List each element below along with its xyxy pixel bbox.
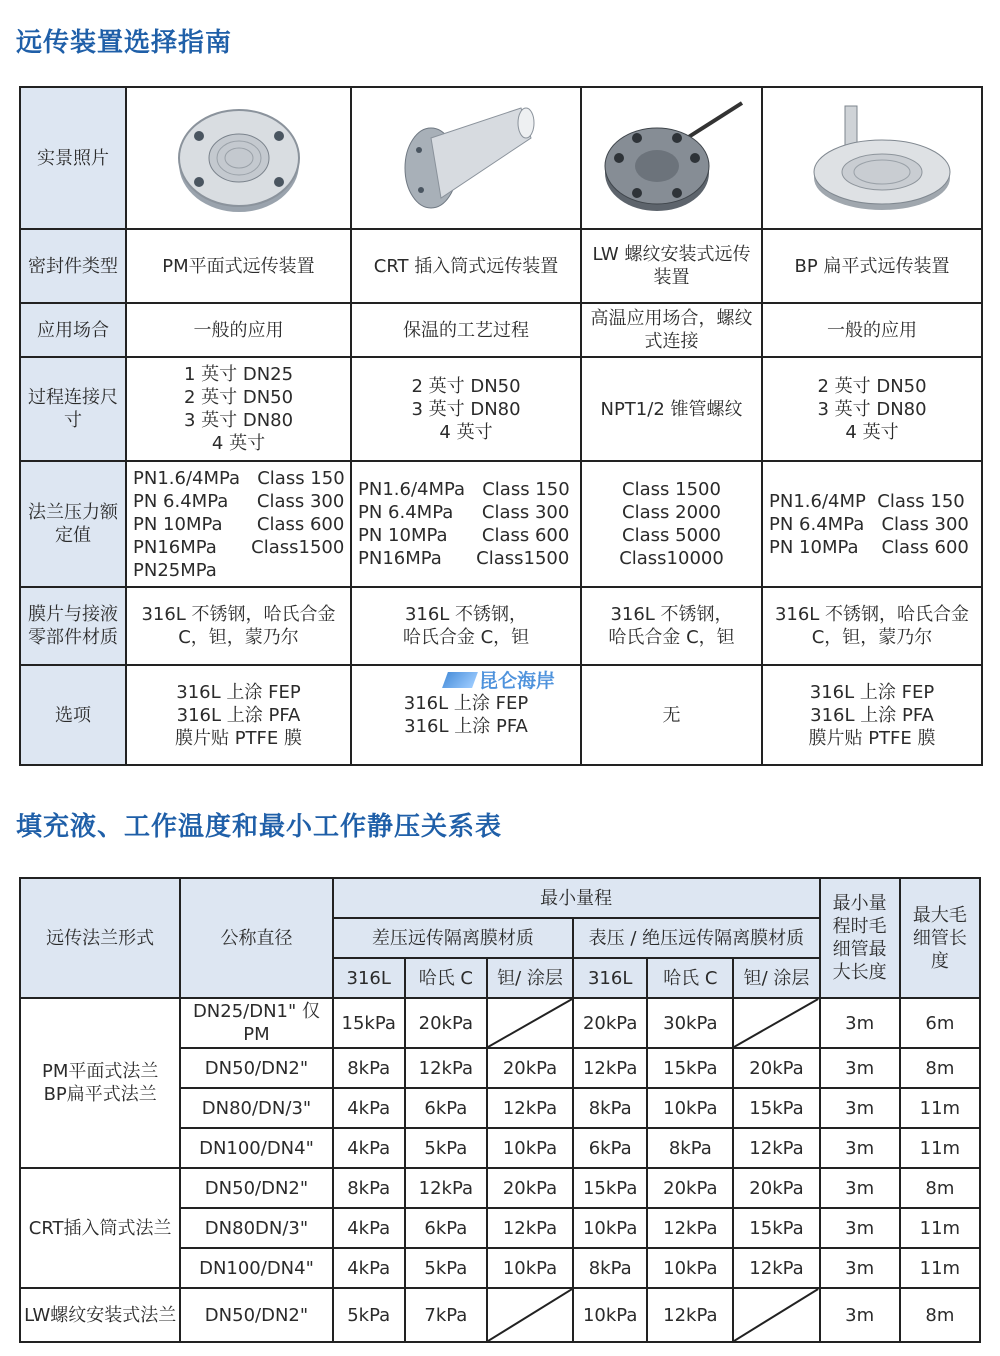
group-flange-type: LW螺纹安装式法兰 [20, 1288, 180, 1342]
cell-min-range: 30kPa [647, 998, 733, 1048]
cell-min-range: 4kPa [333, 1208, 405, 1248]
cell-min-range: 20kPa [405, 998, 487, 1048]
cell-process-connection [762, 357, 982, 461]
cell-line: C，钽，蒙乃尔 [811, 627, 933, 648]
cell-line: 316L 上涂 PFA [176, 704, 301, 726]
cell-process-connection [126, 357, 351, 461]
cell-line: PN16MPa Class1500 [133, 536, 345, 558]
group-flange-type: PM平面式法兰 BP扁平式法兰 [20, 998, 180, 1168]
cell-line: 316L 上涂 FEP [403, 693, 529, 714]
cell-line: 4 英寸 [211, 433, 266, 454]
cell-min-range: 10kPa [573, 1288, 647, 1342]
cell-min-range: 8kPa [333, 1048, 405, 1088]
cell-line: 316L 上涂 PFA [810, 704, 934, 726]
cell-line: PN 10MPa Class 600 [358, 525, 570, 546]
cell-min-range: 8kPa [573, 1248, 647, 1288]
cell-line: Class10000 [619, 548, 724, 569]
cell-min-range: 15kPa [647, 1048, 733, 1088]
fill-fluid-relation-table [19, 877, 981, 1343]
diagonal-slash-icon [734, 999, 818, 1047]
brand-watermark-text: 昆仑海岸 [479, 670, 556, 692]
table-row [20, 1168, 980, 1208]
cell-line: PN 10MPa Class 600 [133, 513, 345, 535]
cell-application: 一般的应用 [762, 303, 982, 357]
header-capillary-min: 最小量程时毛细管最大长度 [820, 878, 900, 998]
cell-line: Class 5000 [622, 525, 721, 546]
table-row [20, 998, 980, 1048]
cell-line: 2 英寸 DN50 [411, 375, 521, 397]
header-material-ta: 钽/ 涂层 [487, 958, 573, 998]
row-header-seal-type: 密封件类型 [20, 229, 126, 303]
cell-line: NPT1/2 锥管螺纹 [600, 398, 743, 420]
cell-capillary-min: 3m [820, 1088, 900, 1128]
cell-capillary-max: 11m [900, 1248, 980, 1288]
cell-line: PN1.6/4MP Class 150 [769, 490, 965, 512]
cell-line: PN 10MPa Class 600 [769, 536, 969, 558]
header-material-ta: 钽/ 涂层 [733, 958, 819, 998]
cell-not-applicable [733, 998, 819, 1048]
cell-line: 哈氏合金 C，钽 [608, 627, 735, 648]
cell-nominal-diameter: DN80DN/3" [180, 1208, 332, 1248]
cell-line: 2 英寸 DN50 [183, 387, 294, 408]
cell-nominal-diameter: DN50/DN2" [180, 1168, 332, 1208]
cell-min-range: 20kPa [733, 1168, 819, 1208]
cell-line: 膜片贴 PTFE 膜 [808, 727, 936, 749]
cell-line: 316L 不锈钢，哈氏合金 [774, 604, 970, 625]
header-nominal-diameter: 公称直径 [180, 878, 332, 998]
cell-seal-type: PM平面式远传装置 [126, 229, 351, 303]
row-header-options: 选项 [20, 665, 126, 765]
cell-line: PN1.6/4MPa Class 150 [358, 479, 570, 500]
cell-flange-rating [351, 461, 581, 587]
photo-lw-flange [581, 87, 762, 229]
cell-capillary-max: 8m [900, 1168, 980, 1208]
cell-min-range: 12kPa [647, 1208, 733, 1248]
brand-logo-icon [442, 672, 478, 688]
cell-process-connection [351, 357, 581, 461]
cell-nominal-diameter: DN80/DN/3" [180, 1088, 332, 1128]
row-process-connection [20, 357, 982, 461]
row-seal-type [20, 229, 982, 303]
cell-line: 316L 不锈钢， [610, 604, 733, 625]
cell-material [762, 587, 982, 665]
cell-min-range: 12kPa [733, 1128, 819, 1168]
header-material-316l: 316L [333, 958, 405, 998]
cell-line: 哈氏合金 C，钽 [402, 627, 530, 648]
cell-min-range: 8kPa [333, 1168, 405, 1208]
cell-flange-rating [581, 461, 762, 587]
cell-capillary-max: 8m [900, 1288, 980, 1342]
header-capillary-max: 最大毛细管长度 [900, 878, 980, 998]
cell-line: Class 2000 [622, 502, 721, 523]
cell-line: PN16MPa Class1500 [358, 548, 570, 569]
row-material [20, 587, 982, 665]
cell-min-range: 10kPa [487, 1248, 573, 1288]
cell-seal-type: CRT 插入筒式远传装置 [351, 229, 581, 303]
header-dp-material: 差压远传隔离膜材质 [333, 918, 573, 958]
cell-line: 膜片贴 PTFE 膜 [174, 727, 303, 749]
row-header-flange-rating: 法兰压力额定值 [20, 461, 126, 587]
cell-min-range: 5kPa [405, 1128, 487, 1168]
cell-min-range: 5kPa [333, 1288, 405, 1342]
cell-min-range: 4kPa [333, 1128, 405, 1168]
cell-material [351, 587, 581, 665]
cell-min-range: 6kPa [573, 1128, 647, 1168]
cell-options [581, 665, 762, 765]
cell-capillary-min: 3m [820, 1128, 900, 1168]
cell-min-range: 12kPa [405, 1168, 487, 1208]
cell-options [762, 665, 982, 765]
row-application [20, 303, 982, 357]
cell-capillary-min: 3m [820, 1248, 900, 1288]
cell-min-range: 4kPa [333, 1088, 405, 1128]
cell-min-range: 15kPa [733, 1208, 819, 1248]
cell-line: 4 英寸 [845, 421, 899, 443]
row-photo [20, 87, 982, 229]
header-min-range: 最小量程 [333, 878, 820, 918]
cell-seal-type: BP 扁平式远传装置 [762, 229, 982, 303]
cell-capillary-min: 3m [820, 998, 900, 1048]
cell-line: 3 英寸 DN80 [411, 398, 521, 420]
cell-flange-rating [762, 461, 982, 587]
cell-application: 一般的应用 [126, 303, 351, 357]
diagonal-slash-icon [488, 1289, 572, 1341]
cell-line: PN 6.4MPa Class 300 [133, 490, 345, 512]
cell-capillary-min: 3m [820, 1208, 900, 1248]
cell-line: C，钽，蒙乃尔 [178, 627, 299, 648]
cell-min-range: 12kPa [487, 1088, 573, 1128]
cell-capillary-min: 3m [820, 1288, 900, 1342]
cell-not-applicable [487, 998, 573, 1048]
cell-min-range: 10kPa [647, 1248, 733, 1288]
cell-application: 保温的工艺过程 [351, 303, 581, 357]
row-header-process-connection: 过程连接尺寸 [20, 357, 126, 461]
cell-nominal-diameter: DN100/DN4" [180, 1128, 332, 1168]
cell-seal-type: LW 螺纹安装式远传装置 [581, 229, 762, 303]
cell-line: 2 英寸 DN50 [817, 375, 927, 397]
cell-line: 316L 上涂 FEP [176, 681, 301, 703]
cell-min-range: 15kPa [733, 1088, 819, 1128]
photo-bp-flange [762, 87, 982, 229]
row-header-material: 膜片与接液零部件材质 [20, 587, 126, 665]
cell-min-range: 10kPa [487, 1128, 573, 1168]
photo-pm-flange [126, 87, 351, 229]
cell-min-range: 6kPa [405, 1088, 487, 1128]
header-gp-material: 表压 / 绝压远传隔离膜材质 [573, 918, 819, 958]
cell-line: 316L 上涂 PFA [404, 716, 528, 737]
row-header-application: 应用场合 [20, 303, 126, 357]
cell-line: 1 英寸 DN25 [183, 364, 294, 385]
seal-selection-table [19, 86, 983, 766]
cell-line: 316L 上涂 FEP [809, 681, 935, 703]
cell-line: 3 英寸 DN80 [817, 398, 927, 420]
cell-not-applicable [733, 1288, 819, 1342]
cell-min-range: 15kPa [573, 1168, 647, 1208]
cell-min-range: 15kPa [333, 998, 405, 1048]
cell-capillary-max: 11m [900, 1088, 980, 1128]
cell-line: PN25MPa [133, 559, 217, 581]
header-flange-type: 远传法兰形式 [20, 878, 180, 998]
cell-min-range: 4kPa [333, 1248, 405, 1288]
section-title-guide: 远传装置选择指南 [16, 28, 233, 58]
cell-material [126, 587, 351, 665]
cell-min-range: 20kPa [733, 1048, 819, 1088]
cell-capillary-max: 11m [900, 1208, 980, 1248]
cell-material [581, 587, 762, 665]
cell-nominal-diameter: DN100/DN4" [180, 1248, 332, 1288]
cell-not-applicable [487, 1288, 573, 1342]
cell-line: PN 6.4MPa Class 300 [769, 513, 969, 535]
cell-line: 3 英寸 DN80 [183, 410, 294, 431]
cell-line: Class 1500 [622, 479, 721, 500]
header-material-hc: 哈氏 C [647, 958, 733, 998]
table-row [20, 1288, 980, 1342]
header-row-1 [20, 878, 980, 918]
cell-capillary-max: 11m [900, 1128, 980, 1168]
cell-line: 无 [662, 704, 681, 726]
cell-nominal-diameter: DN50/DN2" [180, 1048, 332, 1088]
cell-min-range: 5kPa [405, 1248, 487, 1288]
cell-min-range: 10kPa [647, 1088, 733, 1128]
cell-min-range: 8kPa [573, 1088, 647, 1128]
cell-process-connection [581, 357, 762, 461]
section-title-relation: 填充液、工作温度和最小工作静压关系表 [16, 812, 503, 842]
photo-crt-flange [351, 87, 581, 229]
cell-min-range: 6kPa [405, 1208, 487, 1248]
row-flange-rating [20, 461, 982, 587]
group-flange-type: CRT插入筒式法兰 [20, 1168, 180, 1288]
cell-line: 4 英寸 [439, 421, 493, 443]
cell-flange-rating [126, 461, 351, 587]
cell-options [126, 665, 351, 765]
cell-capillary-max: 6m [900, 998, 980, 1048]
cell-min-range: 12kPa [573, 1048, 647, 1088]
cell-min-range: 20kPa [573, 998, 647, 1048]
cell-min-range: 20kPa [647, 1168, 733, 1208]
header-material-316l: 316L [573, 958, 647, 998]
cell-line: 316L 不锈钢， [404, 604, 528, 625]
cell-min-range: 7kPa [405, 1288, 487, 1342]
diagonal-slash-icon [734, 1289, 818, 1341]
row-header-photo: 实景照片 [20, 87, 126, 229]
cell-capillary-max: 8m [900, 1048, 980, 1088]
cell-min-range: 20kPa [487, 1168, 573, 1208]
cell-min-range: 8kPa [647, 1128, 733, 1168]
cell-nominal-diameter: DN50/DN2" [180, 1288, 332, 1342]
cell-nominal-diameter: DN25/DN1" 仅PM [180, 998, 332, 1048]
cell-line: PN1.6/4MPa Class 150 [133, 467, 345, 489]
cell-min-range: 20kPa [487, 1048, 573, 1088]
cell-capillary-min: 3m [820, 1168, 900, 1208]
brand-watermark [445, 666, 555, 693]
cell-line: PN 6.4MPa Class 300 [358, 502, 570, 523]
diagonal-slash-icon [488, 999, 572, 1047]
cell-min-range: 12kPa [647, 1288, 733, 1342]
header-material-hc: 哈氏 C [405, 958, 487, 998]
cell-min-range: 12kPa [487, 1208, 573, 1248]
cell-application: 高温应用场合，螺纹式连接 [581, 303, 762, 357]
cell-min-range: 12kPa [405, 1048, 487, 1088]
cell-capillary-min: 3m [820, 1048, 900, 1088]
relation-table-body [20, 878, 980, 1342]
cell-min-range: 12kPa [733, 1248, 819, 1288]
cell-min-range: 10kPa [573, 1208, 647, 1248]
cell-line: 316L 不锈钢，哈氏合金 [141, 604, 336, 625]
